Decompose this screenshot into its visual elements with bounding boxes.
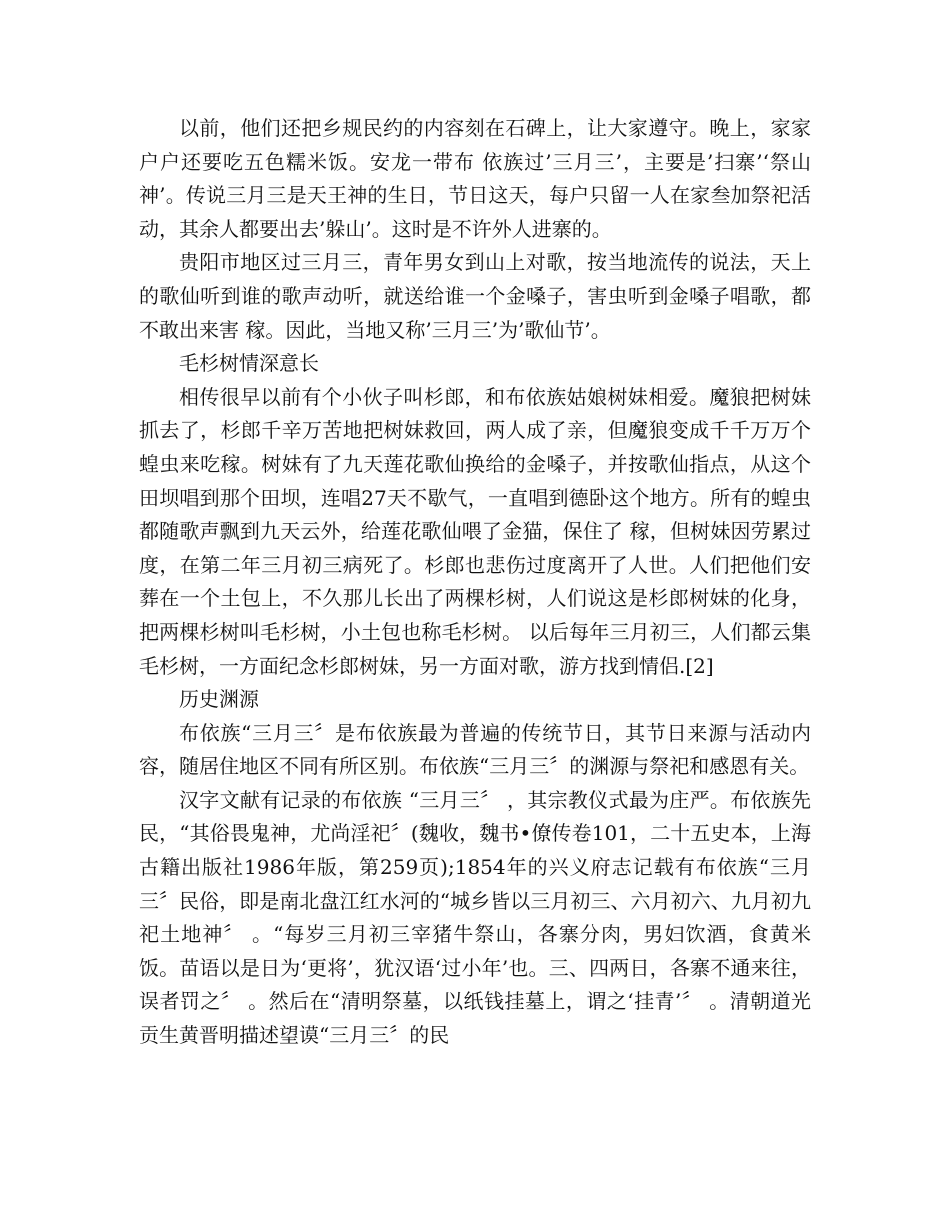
- paragraph-festival-origin: 布依族“三月三〞是布依族最为普遍的传统节日，其节日来源与活动内容，随居住地区不同有所区别。布依族“三月三〞的渊源与祭祀和感恩有关。: [139, 720, 811, 779]
- paragraph-legend-shanlang-shumei: 相传很早以前有个小伙子叫杉郎，和布依族姑娘树妹相爱。魔狼把树妹抓去了，杉郎千辛万苦地把树妹救回，两人成了亲，但魔狼变成千千万万个蝗虫来吃稼。树妹有了九天莲花歌仙换给的金嗓子，并按歌仙指点，从这个田坝唱到那个田坝，连唱27天不歇气，一直唱到德卧这个地方。所有的蝗虫都随歌声飘到九天云外，给莲花歌仙喂了金猫，保住了 稼，但树妹因劳累过度，在第二年三月初三病死了。杉郎也悲伤过度离开了人世。人们把他们安葬在一个土包上，不久那儿长出了两棵杉树，人们说这是杉郎树妹的化身，把两棵杉树叫毛杉树，小土包也称毛杉树。 以后每年三月初三，人们都云集毛杉树，一方面纪念杉郎树妹，另一方面对歌，游方找到情侣.[2]: [139, 384, 811, 678]
- paragraph-rituals-anlong: 以前，他们还把乡规民约的内容刻在石碑上，让大家遵守。晚上，家家户户还要吃五色糯米饭。安龙一带布 依族过’三月三’，主要是’扫寨’‘祭山神’。传说三月三是天王神的生日，节日这天，每户只留一人在家叁加祭祀活动，其余人都要出去’躲山’。这时是不许外人进寨的。: [139, 116, 811, 241]
- section-heading-mao-shan-tree: 毛杉树情深意长: [179, 351, 319, 376]
- paragraph-guiyang-song-fairy: 贵阳市地区过三月三，青年男女到山上对歌，按当地流传的说法，天上的歌仙听到谁的歌声动听，就送给谁一个金嗓子，害虫听到金嗓子唱歌，都不敢出来害 稼。因此，当地又称’三月三’为’歌仙节’。: [139, 250, 811, 342]
- document-body: [139, 112, 811, 1053]
- section-heading-history: 历史渊源: [179, 687, 259, 712]
- paragraph-historical-records: 汉字文献有记录的布依族 “三月三〞 ，其宗教仪式最为庄严。布依族先民，“其俗畏鬼神，尤尚淫祀〞(魏收，魏书•僚传卷101，二十五史本，上海古籍出版社1986年版，第259页);1854年的兴义府志记载有布依族“三月三〞民俗，即是南北盘江红水河的“城乡皆以三月初三、六月初六、九月初九祀土地神〞 。“每岁三月初三宰猪牛祭山，各寨分肉，男妇饮酒，食黄米饭。苗语以是日为‘更将’，犹汉语‘过小年’也。三、四两日，各寨不通来往，误者罚之〞 。然后在“清明祭墓，以纸钱挂墓上，谓之‘挂青’〞 。清朝道光贡生黄晋明描述望谟“三月三〞的民: [139, 787, 811, 1048]
